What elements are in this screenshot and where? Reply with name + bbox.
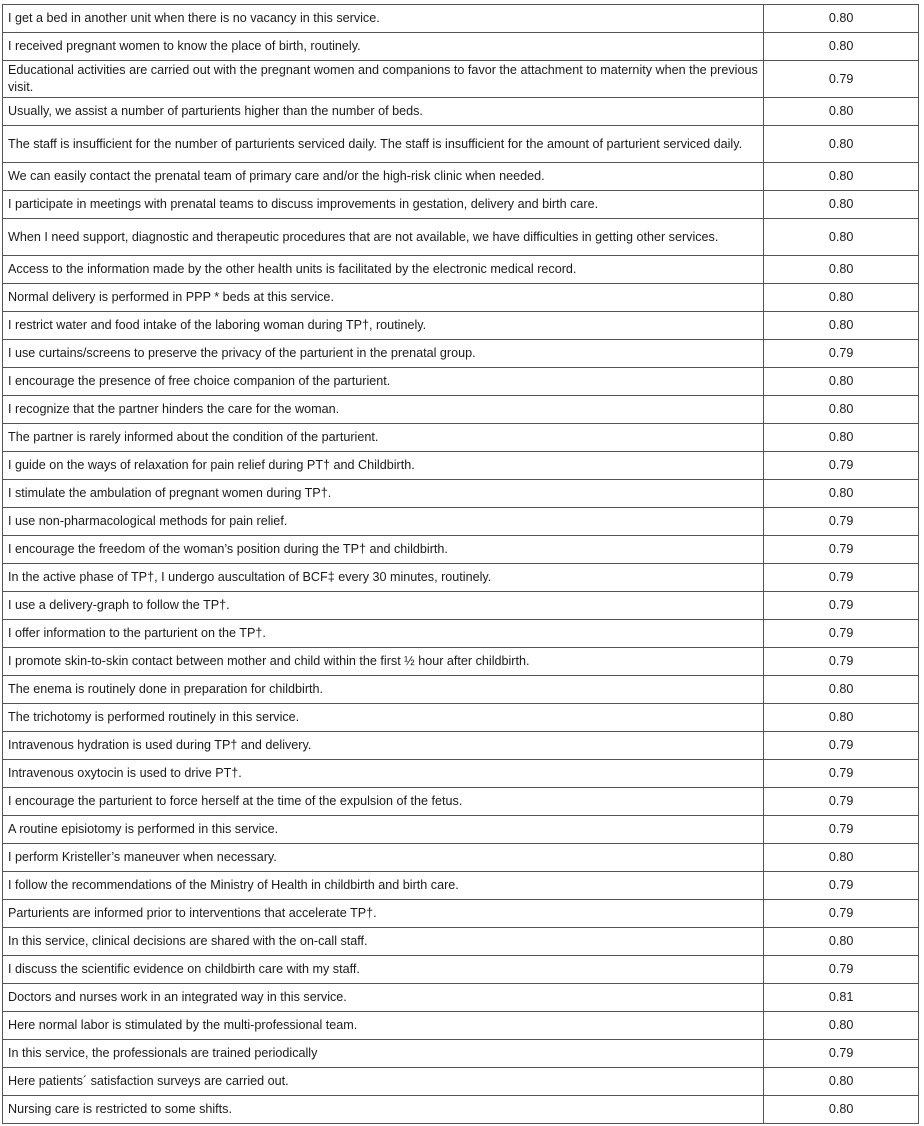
item-value-cell: 0.79: [764, 564, 919, 592]
table-row: [3, 788, 919, 816]
table-row: [3, 1068, 919, 1096]
item-text-cell: I discuss the scientific evidence on childbirth care with my staff.: [3, 956, 764, 984]
item-value-cell: 0.79: [764, 508, 919, 536]
table-row: [3, 732, 919, 760]
item-value-cell: 0.80: [764, 1068, 919, 1096]
item-text-cell: I get a bed in another unit when there is no vacancy in this service.: [3, 5, 764, 33]
item-value-cell: 0.80: [764, 368, 919, 396]
item-value-cell: 0.80: [764, 480, 919, 508]
item-text-cell: I perform Kristeller’s maneuver when necessary.: [3, 844, 764, 872]
item-value-cell: 0.79: [764, 592, 919, 620]
table-row: [3, 219, 919, 256]
item-value-cell: 0.79: [764, 732, 919, 760]
item-value-cell: 0.80: [764, 33, 919, 61]
item-value-cell: 0.79: [764, 61, 919, 98]
item-text-cell: I guide on the ways of relaxation for pain relief during PT† and Childbirth.: [3, 452, 764, 480]
table-row: [3, 368, 919, 396]
item-text-cell: Here patients´ satisfaction surveys are carried out.: [3, 1068, 764, 1096]
table-row: [3, 61, 919, 98]
item-text-cell: I follow the recommendations of the Ministry of Health in childbirth and birth care.: [3, 872, 764, 900]
item-value-cell: 0.80: [764, 844, 919, 872]
item-value-cell: 0.80: [764, 1012, 919, 1040]
item-value-cell: 0.79: [764, 648, 919, 676]
item-value-cell: 0.79: [764, 452, 919, 480]
table-row: [3, 452, 919, 480]
table-row: [3, 704, 919, 732]
table-row: [3, 340, 919, 368]
table-row: [3, 676, 919, 704]
items-table: [2, 4, 919, 1124]
item-text-cell: Nursing care is restricted to some shifts.: [3, 1096, 764, 1124]
item-text-cell: I encourage the parturient to force herself at the time of the expulsion of the fetus.: [3, 788, 764, 816]
table-row: [3, 256, 919, 284]
item-text-cell: The trichotomy is performed routinely in this service.: [3, 704, 764, 732]
table-row: [3, 564, 919, 592]
item-text-cell: In this service, the professionals are trained periodically: [3, 1040, 764, 1068]
table-row: [3, 191, 919, 219]
item-text-cell: Intravenous oxytocin is used to drive PT†.: [3, 760, 764, 788]
table-row: [3, 1040, 919, 1068]
table-row: [3, 424, 919, 452]
item-text-cell: I encourage the freedom of the woman’s position during the TP† and childbirth.: [3, 536, 764, 564]
table-row: [3, 126, 919, 163]
item-text-cell: Normal delivery is performed in PPP * beds at this service.: [3, 284, 764, 312]
table-row: [3, 1096, 919, 1124]
item-text-cell: Usually, we assist a number of parturients higher than the number of beds.: [3, 98, 764, 126]
item-text-cell: I stimulate the ambulation of pregnant women during TP†.: [3, 480, 764, 508]
item-value-cell: 0.79: [764, 900, 919, 928]
table-row: [3, 98, 919, 126]
item-text-cell: I offer information to the parturient on the TP†.: [3, 620, 764, 648]
item-value-cell: 0.80: [764, 928, 919, 956]
item-text-cell: The enema is routinely done in preparation for childbirth.: [3, 676, 764, 704]
item-value-cell: 0.80: [764, 284, 919, 312]
table-row: [3, 284, 919, 312]
item-value-cell: 0.80: [764, 219, 919, 256]
item-value-cell: 0.80: [764, 396, 919, 424]
item-text-cell: In this service, clinical decisions are shared with the on-call staff.: [3, 928, 764, 956]
item-text-cell: I recognize that the partner hinders the care for the woman.: [3, 396, 764, 424]
item-value-cell: 0.79: [764, 1040, 919, 1068]
item-value-cell: 0.80: [764, 424, 919, 452]
table-row: [3, 760, 919, 788]
item-text-cell: Doctors and nurses work in an integrated way in this service.: [3, 984, 764, 1012]
item-value-cell: 0.79: [764, 620, 919, 648]
item-text-cell: I use curtains/screens to preserve the privacy of the parturient in the prenatal group.: [3, 340, 764, 368]
item-value-cell: 0.80: [764, 5, 919, 33]
table-row: [3, 163, 919, 191]
item-value-cell: 0.79: [764, 536, 919, 564]
table-row: [3, 956, 919, 984]
item-text-cell: I encourage the presence of free choice companion of the parturient.: [3, 368, 764, 396]
item-value-cell: 0.79: [764, 872, 919, 900]
table-row: [3, 508, 919, 536]
item-text-cell: I use a delivery-graph to follow the TP†.: [3, 592, 764, 620]
table-row: [3, 900, 919, 928]
item-text-cell: I promote skin-to-skin contact between mother and child within the first ½ hour after childbirth.: [3, 648, 764, 676]
item-value-cell: 0.79: [764, 340, 919, 368]
table-row: [3, 648, 919, 676]
item-value-cell: 0.80: [764, 126, 919, 163]
item-value-cell: 0.80: [764, 163, 919, 191]
item-value-cell: 0.79: [764, 760, 919, 788]
table-row: [3, 396, 919, 424]
table-row: [3, 312, 919, 340]
item-value-cell: 0.80: [764, 312, 919, 340]
table-row: [3, 620, 919, 648]
item-text-cell: When I need support, diagnostic and therapeutic procedures that are not available, we have difficulties in getting other services.: [3, 219, 764, 256]
item-text-cell: I restrict water and food intake of the laboring woman during TP†, routinely.: [3, 312, 764, 340]
table-row: [3, 872, 919, 900]
item-text-cell: We can easily contact the prenatal team of primary care and/or the high-risk clinic when needed.: [3, 163, 764, 191]
table-row: [3, 536, 919, 564]
item-value-cell: 0.79: [764, 816, 919, 844]
item-text-cell: I received pregnant women to know the place of birth, routinely.: [3, 33, 764, 61]
item-value-cell: 0.80: [764, 704, 919, 732]
table-row: [3, 844, 919, 872]
item-value-cell: 0.80: [764, 191, 919, 219]
table-row: [3, 984, 919, 1012]
item-text-cell: Intravenous hydration is used during TP† and delivery.: [3, 732, 764, 760]
item-text-cell: Access to the information made by the other health units is facilitated by the electronic medical record.: [3, 256, 764, 284]
item-text-cell: The staff is insufficient for the number of parturients serviced daily. The staff is insufficient for the amount of parturient serviced daily.: [3, 126, 764, 163]
item-text-cell: A routine episiotomy is performed in this service.: [3, 816, 764, 844]
table-row: [3, 1012, 919, 1040]
item-text-cell: I participate in meetings with prenatal teams to discuss improvements in gestation, delivery and birth care.: [3, 191, 764, 219]
item-text-cell: Educational activities are carried out with the pregnant women and companions to favor the attachment to maternity when the previous visit.: [3, 61, 764, 98]
table-row: [3, 33, 919, 61]
item-value-cell: 0.80: [764, 676, 919, 704]
table-row: [3, 816, 919, 844]
table-row: [3, 5, 919, 33]
table-row: [3, 480, 919, 508]
item-value-cell: 0.80: [764, 98, 919, 126]
item-text-cell: In the active phase of TP†, I undergo auscultation of BCF‡ every 30 minutes, routinely.: [3, 564, 764, 592]
item-text-cell: Parturients are informed prior to interventions that accelerate TP†.: [3, 900, 764, 928]
item-value-cell: 0.80: [764, 256, 919, 284]
item-text-cell: Here normal labor is stimulated by the multi-professional team.: [3, 1012, 764, 1040]
item-value-cell: 0.79: [764, 788, 919, 816]
item-text-cell: I use non-pharmacological methods for pain relief.: [3, 508, 764, 536]
item-value-cell: 0.80: [764, 1096, 919, 1124]
table-row: [3, 928, 919, 956]
item-value-cell: 0.81: [764, 984, 919, 1012]
item-text-cell: The partner is rarely informed about the condition of the parturient.: [3, 424, 764, 452]
table-row: [3, 592, 919, 620]
item-value-cell: 0.79: [764, 956, 919, 984]
